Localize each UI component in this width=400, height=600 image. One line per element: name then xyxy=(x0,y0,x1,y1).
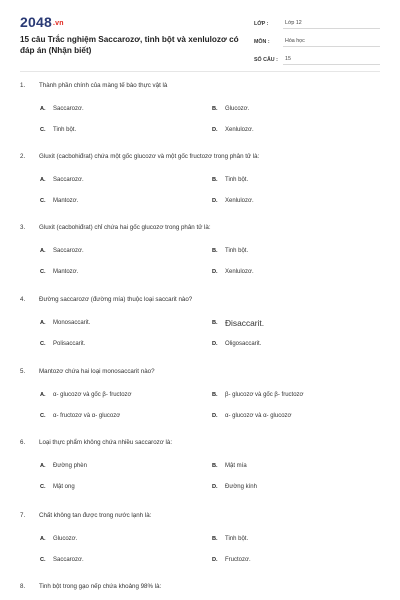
question-8 xyxy=(20,583,382,591)
answer-options xyxy=(20,176,382,216)
option-c[interactable] xyxy=(40,412,120,420)
option-c[interactable] xyxy=(40,268,78,276)
document-title: 15 câu Trắc nghiệm Saccarozơ, tinh bột và xenlulozơ có đáp án (Nhận biết) xyxy=(20,35,239,55)
question-text: Mantozơ chứa hai loại monosaccarit nào? xyxy=(39,368,155,375)
option-b[interactable] xyxy=(212,391,303,399)
option-b[interactable] xyxy=(212,462,247,470)
option-b[interactable] xyxy=(212,176,248,184)
option-text: Glucozơ. xyxy=(225,106,250,112)
question-number: 1. xyxy=(20,82,26,89)
option-letter: D. xyxy=(212,127,218,133)
answer-options xyxy=(20,105,382,145)
option-c[interactable] xyxy=(40,556,84,564)
question-number: 7. xyxy=(20,512,26,519)
option-text: Saccarozơ. xyxy=(53,106,84,112)
question-number: 4. xyxy=(20,296,26,303)
option-letter: D. xyxy=(212,198,218,204)
option-letter: A. xyxy=(40,177,46,183)
option-d[interactable] xyxy=(212,556,251,564)
option-a[interactable] xyxy=(40,176,84,184)
option-c[interactable] xyxy=(40,483,75,491)
meta-label: MÔN : xyxy=(254,39,270,45)
option-d[interactable] xyxy=(212,197,254,205)
option-text: Tinh bột. xyxy=(53,127,77,133)
answer-options xyxy=(20,535,382,575)
option-a[interactable] xyxy=(40,462,87,470)
option-d[interactable] xyxy=(212,268,254,276)
document-header xyxy=(20,14,380,74)
option-text: Mật mía xyxy=(225,463,247,469)
option-letter: C. xyxy=(40,269,46,275)
option-text: Saccarozơ. xyxy=(53,248,84,254)
option-text: β- glucozơ và gốc β- fructozơ xyxy=(225,392,304,398)
option-letter: A. xyxy=(40,392,46,398)
option-c[interactable] xyxy=(40,197,78,205)
question-text: Chất không tan được trong nước lạnh là: xyxy=(39,512,152,519)
option-text: Monosaccarit. xyxy=(53,320,91,326)
option-letter: B. xyxy=(212,536,218,542)
option-letter: B. xyxy=(212,320,218,326)
option-letter: A. xyxy=(40,320,46,326)
option-text: α- glucozơ và gốc β- fructozơ xyxy=(53,392,132,398)
option-letter: C. xyxy=(40,557,46,563)
meta-row-count xyxy=(254,51,380,65)
option-letter: C. xyxy=(40,198,46,204)
meta-label: LỚP : xyxy=(254,21,269,27)
meta-value: Hóa học xyxy=(283,38,380,47)
option-a[interactable] xyxy=(40,247,84,255)
option-text: Oligosaccarit. xyxy=(225,341,262,347)
option-b[interactable] xyxy=(212,319,264,327)
option-text: Polisaccarit. xyxy=(53,341,86,347)
meta-row-subject xyxy=(254,33,380,47)
option-letter: D. xyxy=(212,557,218,563)
answer-options xyxy=(20,462,382,502)
option-c[interactable] xyxy=(40,340,85,348)
option-letter: B. xyxy=(212,248,218,254)
question-text: Tinh bột trong gạo nếp chứa khoảng 98% là: xyxy=(39,583,162,590)
option-text: Xenlulozơ. xyxy=(225,127,254,133)
site-logo[interactable] xyxy=(20,14,64,30)
option-text: Xenlulozơ. xyxy=(225,198,254,204)
meta-value: 15 xyxy=(283,56,380,65)
option-letter: D. xyxy=(212,341,218,347)
question-3 xyxy=(20,224,382,275)
option-text: Saccarozơ. xyxy=(53,557,84,563)
answer-options xyxy=(20,319,382,359)
question-1 xyxy=(20,82,382,133)
option-letter: D. xyxy=(212,413,218,419)
logo-text: 2048 xyxy=(20,14,52,30)
option-letter: B. xyxy=(212,463,218,469)
option-d[interactable] xyxy=(212,483,257,491)
question-text: Đường saccarozơ (đường mía) thuộc loại saccarit nào? xyxy=(39,296,193,303)
option-letter: A. xyxy=(40,536,46,542)
option-c[interactable] xyxy=(40,126,76,134)
option-text: α- fructozơ và α- glucozơ xyxy=(53,413,121,419)
question-text: Loại thực phẩm không chứa nhiều saccarozơ là: xyxy=(39,439,173,446)
option-a[interactable] xyxy=(40,319,90,327)
option-letter: C. xyxy=(40,341,46,347)
question-number: 3. xyxy=(20,224,26,231)
option-a[interactable] xyxy=(40,535,77,543)
answer-options xyxy=(20,391,382,431)
option-d[interactable] xyxy=(212,412,292,420)
option-letter: C. xyxy=(40,127,46,133)
option-text: Fructozơ. xyxy=(225,557,251,563)
option-letter: D. xyxy=(212,484,218,490)
question-5 xyxy=(20,368,382,419)
option-text: Đisaccarit. xyxy=(225,318,265,328)
answer-options xyxy=(20,247,382,287)
question-7 xyxy=(20,512,382,563)
option-text: Tinh bột. xyxy=(225,536,249,542)
header-divider xyxy=(20,71,380,72)
option-text: α- glucozơ và α- glucozơ xyxy=(225,413,292,419)
option-text: Mantozơ. xyxy=(53,269,79,275)
logo-suffix: .vn xyxy=(52,20,64,27)
question-number: 5. xyxy=(20,368,26,375)
question-6 xyxy=(20,439,382,490)
option-letter: C. xyxy=(40,484,46,490)
option-text: Glucozơ. xyxy=(53,536,78,542)
option-a[interactable] xyxy=(40,391,131,399)
option-text: Tinh bột. xyxy=(225,177,249,183)
option-letter: A. xyxy=(40,248,46,254)
option-d[interactable] xyxy=(212,340,261,348)
option-a[interactable] xyxy=(40,105,84,113)
option-letter: A. xyxy=(40,463,46,469)
option-b[interactable] xyxy=(212,105,249,113)
option-letter: B. xyxy=(212,106,218,112)
option-text: Xenlulozơ. xyxy=(225,269,254,275)
meta-row-class xyxy=(254,15,380,29)
question-number: 2. xyxy=(20,153,26,160)
option-letter: B. xyxy=(212,177,218,183)
option-d[interactable] xyxy=(212,126,254,134)
question-4 xyxy=(20,296,382,347)
option-letter: D. xyxy=(212,269,218,275)
option-text: Đường phèn xyxy=(53,463,87,469)
question-text: Gluxit (cacbohiđrat) chứa một gốc glucozơ và một gốc fructozơ trong phân tử là: xyxy=(39,153,260,160)
document-meta xyxy=(254,15,380,69)
option-letter: B. xyxy=(212,392,218,398)
meta-value: Lớp 12 xyxy=(283,20,380,29)
question-text: Gluxit (cacbohiđrat) chỉ chứa hai gốc glucozơ trong phân tử là: xyxy=(39,224,211,231)
option-text: Mật ong xyxy=(53,484,75,490)
option-letter: A. xyxy=(40,106,46,112)
option-b[interactable] xyxy=(212,535,248,543)
question-2 xyxy=(20,153,382,204)
option-b[interactable] xyxy=(212,247,248,255)
question-number: 8. xyxy=(20,583,26,590)
question-text: Thành phần chính của màng tế bào thực vật là xyxy=(39,82,168,89)
option-text: Mantozơ. xyxy=(53,198,79,204)
question-number: 6. xyxy=(20,439,26,446)
option-text: Saccarozơ. xyxy=(53,177,84,183)
option-text: Tinh bột. xyxy=(225,248,249,254)
meta-label: SỐ CÂU : xyxy=(254,57,278,63)
option-text: Đường kính xyxy=(225,484,257,490)
option-letter: C. xyxy=(40,413,46,419)
